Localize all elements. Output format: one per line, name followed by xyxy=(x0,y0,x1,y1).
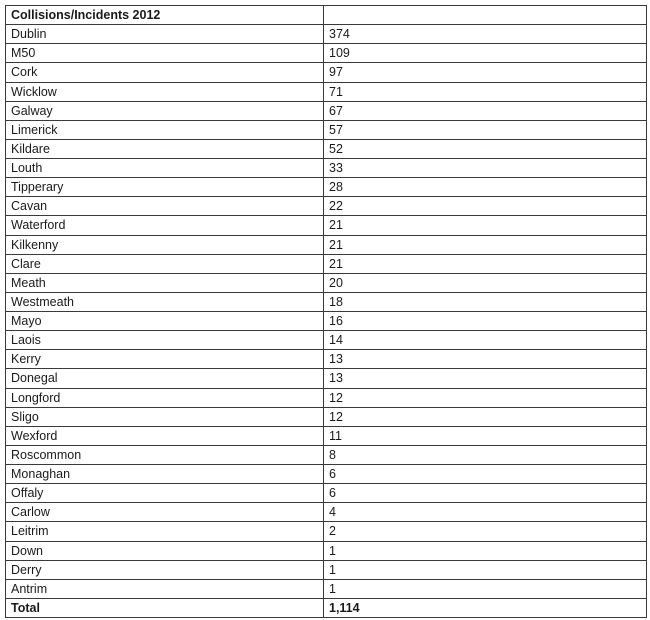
count-cell: 57 xyxy=(324,120,647,139)
count-cell: 97 xyxy=(324,63,647,82)
county-cell: Sligo xyxy=(6,407,324,426)
table-row xyxy=(6,503,647,522)
county-cell: Roscommon xyxy=(6,445,324,464)
count-cell: 1 xyxy=(324,560,647,579)
count-cell: 1 xyxy=(324,541,647,560)
table-row xyxy=(6,369,647,388)
county-cell: Waterford xyxy=(6,216,324,235)
county-cell: Westmeath xyxy=(6,292,324,311)
table-row xyxy=(6,388,647,407)
table-row xyxy=(6,541,647,560)
county-cell: Donegal xyxy=(6,369,324,388)
county-cell: Dublin xyxy=(6,25,324,44)
table-row xyxy=(6,331,647,350)
county-cell: Louth xyxy=(6,159,324,178)
table-row xyxy=(6,484,647,503)
county-cell: Cork xyxy=(6,63,324,82)
count-cell: 21 xyxy=(324,254,647,273)
table-body xyxy=(6,6,647,618)
count-cell: 71 xyxy=(324,82,647,101)
table-row xyxy=(6,120,647,139)
table-header-row xyxy=(6,6,647,25)
table-row xyxy=(6,235,647,254)
count-cell: 13 xyxy=(324,350,647,369)
count-cell: 21 xyxy=(324,216,647,235)
table-row xyxy=(6,82,647,101)
count-cell: 33 xyxy=(324,159,647,178)
table-row xyxy=(6,579,647,598)
count-cell: 52 xyxy=(324,139,647,158)
count-cell: 1 xyxy=(324,579,647,598)
county-cell: Antrim xyxy=(6,579,324,598)
county-cell: Limerick xyxy=(6,120,324,139)
table-row xyxy=(6,292,647,311)
table-row xyxy=(6,465,647,484)
county-cell: Kerry xyxy=(6,350,324,369)
count-cell: 109 xyxy=(324,44,647,63)
county-cell: Meath xyxy=(6,273,324,292)
count-cell: 11 xyxy=(324,426,647,445)
table-row xyxy=(6,560,647,579)
count-cell: 13 xyxy=(324,369,647,388)
header-cell-title: Collisions/Incidents 2012 xyxy=(6,6,324,25)
count-cell: 16 xyxy=(324,312,647,331)
count-cell: 374 xyxy=(324,25,647,44)
table-row xyxy=(6,522,647,541)
county-cell: M50 xyxy=(6,44,324,63)
table-row xyxy=(6,25,647,44)
county-cell: Cavan xyxy=(6,197,324,216)
count-cell: 22 xyxy=(324,197,647,216)
total-value-cell: 1,114 xyxy=(324,598,647,617)
county-cell: Galway xyxy=(6,101,324,120)
collisions-table xyxy=(5,5,647,618)
county-cell: Wicklow xyxy=(6,82,324,101)
table-row xyxy=(6,273,647,292)
count-cell: 4 xyxy=(324,503,647,522)
county-cell: Down xyxy=(6,541,324,560)
county-cell: Laois xyxy=(6,331,324,350)
count-cell: 12 xyxy=(324,407,647,426)
table-row xyxy=(6,178,647,197)
county-cell: Leitrim xyxy=(6,522,324,541)
county-cell: Longford xyxy=(6,388,324,407)
count-cell: 18 xyxy=(324,292,647,311)
collisions-table-container xyxy=(5,5,646,618)
county-cell: Clare xyxy=(6,254,324,273)
table-row xyxy=(6,254,647,273)
count-cell: 8 xyxy=(324,445,647,464)
table-row xyxy=(6,159,647,178)
count-cell: 20 xyxy=(324,273,647,292)
table-row xyxy=(6,350,647,369)
table-row xyxy=(6,445,647,464)
county-cell: Kildare xyxy=(6,139,324,158)
count-cell: 2 xyxy=(324,522,647,541)
table-row xyxy=(6,44,647,63)
count-cell: 12 xyxy=(324,388,647,407)
count-cell: 6 xyxy=(324,484,647,503)
county-cell: Carlow xyxy=(6,503,324,522)
count-cell: 28 xyxy=(324,178,647,197)
table-row xyxy=(6,197,647,216)
count-cell: 6 xyxy=(324,465,647,484)
total-label-cell: Total xyxy=(6,598,324,617)
county-cell: Monaghan xyxy=(6,465,324,484)
county-cell: Kilkenny xyxy=(6,235,324,254)
count-cell: 14 xyxy=(324,331,647,350)
header-cell-value xyxy=(324,6,647,25)
county-cell: Tipperary xyxy=(6,178,324,197)
table-row xyxy=(6,312,647,331)
table-row xyxy=(6,63,647,82)
table-row xyxy=(6,101,647,120)
count-cell: 21 xyxy=(324,235,647,254)
county-cell: Wexford xyxy=(6,426,324,445)
table-row xyxy=(6,407,647,426)
count-cell: 67 xyxy=(324,101,647,120)
county-cell: Mayo xyxy=(6,312,324,331)
county-cell: Derry xyxy=(6,560,324,579)
table-row xyxy=(6,139,647,158)
county-cell: Offaly xyxy=(6,484,324,503)
table-row xyxy=(6,426,647,445)
table-row xyxy=(6,216,647,235)
total-row xyxy=(6,598,647,617)
